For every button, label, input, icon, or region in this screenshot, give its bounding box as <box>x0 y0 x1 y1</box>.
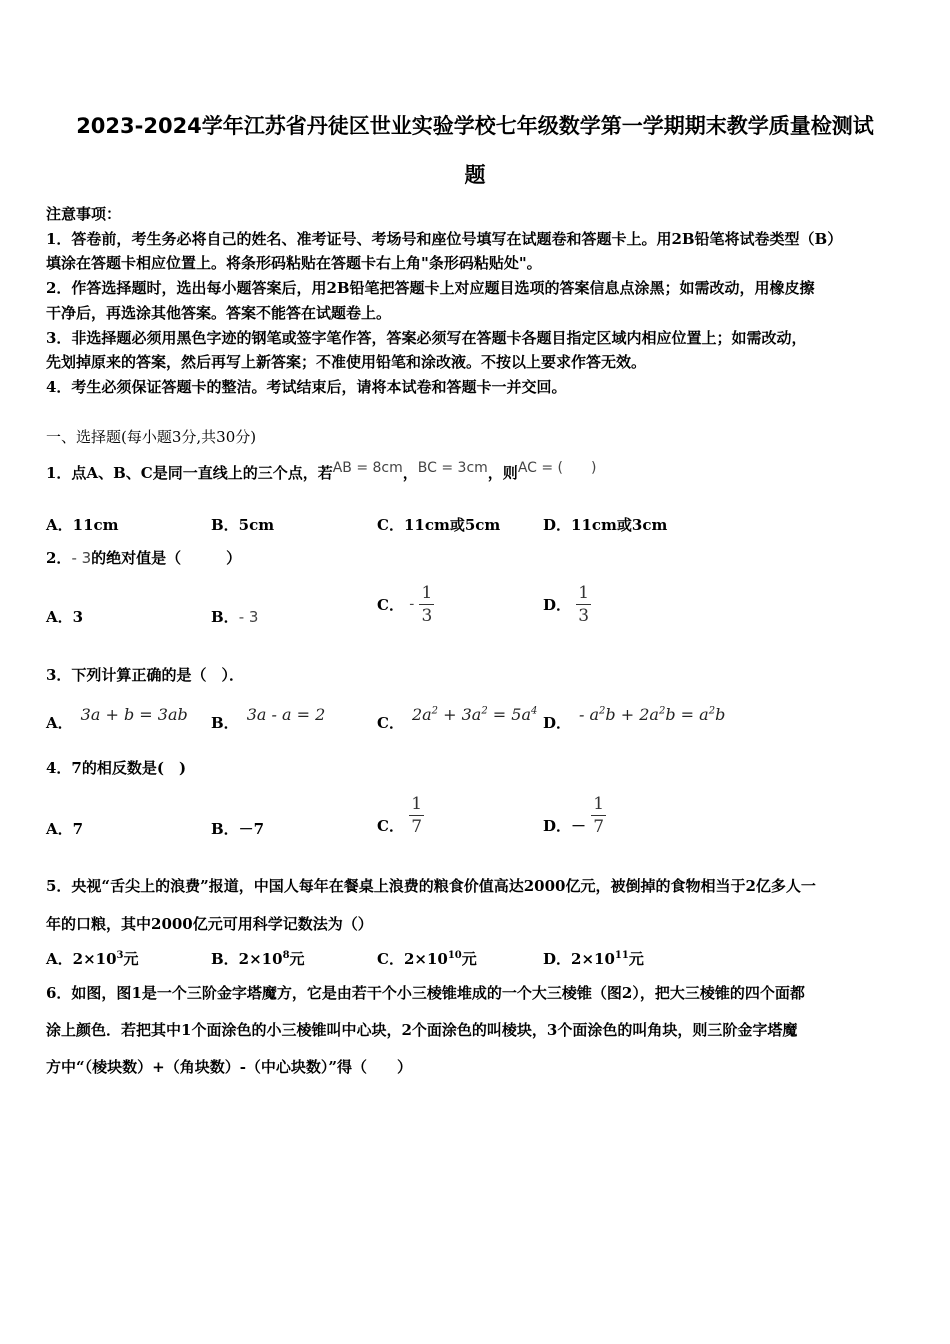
notice-line: 1．答卷前，考生务必将自己的姓名、准考证号、考场号和座位号填写在试题卷和答题卡上。用2B铅笔将试卷类型（B） <box>46 230 843 248</box>
q3-option-a[interactable] <box>46 704 188 732</box>
q4-d-num: 1 <box>593 794 605 814</box>
q2-sign-c: - <box>409 596 415 613</box>
q2-option-d[interactable] <box>543 582 591 627</box>
q4-option-d[interactable] <box>543 793 606 838</box>
q1-option-c[interactable]: C．11cm或5cm <box>377 516 501 534</box>
question-2 <box>46 547 906 569</box>
q3-c-part3: = 5a <box>487 705 532 724</box>
q4-option-c[interactable] <box>377 793 424 838</box>
q4-option-a[interactable]: A．7 <box>46 820 84 838</box>
q4-option-b[interactable]: B．－7 <box>211 820 265 838</box>
q2-d-num: 1 <box>578 583 590 603</box>
q3-d-exp1: 2 <box>599 705 606 717</box>
q5-d-exp: 11 <box>614 950 629 961</box>
q3-label-d: D． <box>543 714 572 732</box>
question-4: 4．7的相反数是( ) <box>46 759 187 777</box>
q5-option-c[interactable] <box>377 948 477 969</box>
notice-heading: 注意事项： <box>46 205 122 223</box>
notice-line: 填涂在答题卡相应位置上。将条形码粘贴在答题卡右上角"条形码粘贴处"。 <box>46 254 542 272</box>
question-5-line2: 年的口粮，其中2000亿元可用科学记数法为（） <box>46 915 373 933</box>
q5-b-unit: 元 <box>289 950 305 968</box>
q5-option-b[interactable] <box>211 948 305 969</box>
q3-d-part1: - a <box>579 705 600 724</box>
q3-d-part4: b <box>715 705 726 724</box>
exam-title-line2: 题 <box>464 163 486 187</box>
q3-option-d[interactable] <box>543 704 726 732</box>
q5-c-unit: 元 <box>461 950 477 968</box>
q1-option-b[interactable]: B．5cm <box>211 516 275 534</box>
q3-c-exp3: 4 <box>531 705 538 717</box>
q2-num: 2． <box>46 549 72 567</box>
q2-d-den: 3 <box>578 606 590 626</box>
q3-d-exp3: 2 <box>708 705 716 717</box>
q3-formula-d <box>579 705 725 724</box>
q5-c-exp: 10 <box>447 950 462 961</box>
q4-c-num: 1 <box>411 794 423 814</box>
q2-option-b[interactable] <box>211 606 258 627</box>
q4-label-c: C． <box>377 817 404 835</box>
question-5-line1: 5．央视“舌尖上的浪费”报道，中国人每年在餐桌上浪费的粮食价值高达2000亿元，被倒掉的食物相当于2亿多人一 <box>46 877 816 895</box>
q1-prefix: 1．点A、B、C是同一直线上的三个点，若 <box>46 464 333 482</box>
q5-option-d[interactable] <box>543 948 644 969</box>
q3-c-exp1: 2 <box>431 705 439 717</box>
q2-option-a[interactable] <box>46 606 83 627</box>
question-6-line2: 涂上颜色．若把其中1个面涂色的小三棱锥叫中心块，2个面涂色的叫棱块，3个面涂色的叫角块，则三阶金字塔魔 <box>46 1021 798 1039</box>
q3-c-part2: + 3a <box>438 705 482 724</box>
q3-formula-c <box>412 705 537 724</box>
q3-option-b[interactable] <box>211 704 326 732</box>
q1-bc-formula: BC = 3cm <box>417 460 488 476</box>
q2-option-c[interactable] <box>377 582 434 627</box>
q5-b-exp: 8 <box>282 950 290 961</box>
q3-c-part1: 2a <box>411 705 432 724</box>
q1-option-a[interactable]: A．11cm <box>46 516 119 534</box>
q2-label-b: B． <box>211 608 239 626</box>
q5-d-unit: 元 <box>628 950 644 968</box>
q1-ac-formula: AC = ( ) <box>517 460 597 476</box>
q5-d-base: D．2×10 <box>543 950 615 968</box>
q2-fraction-d <box>576 582 591 627</box>
q3-c-exp2: 2 <box>481 705 488 717</box>
notice-line: 先划掉原来的答案，然后再写上新答案；不准使用铅笔和涂改液。不按以上要求作答无效。 <box>46 353 647 371</box>
q2-fraction-c <box>419 582 434 627</box>
q4-c-den: 7 <box>411 817 423 837</box>
question-3: 3．下列计算正确的是（ ）． <box>46 666 244 684</box>
q5-a-exp: 3 <box>116 950 124 961</box>
q3-d-part3: b = a <box>665 705 709 724</box>
q2-neg: - 3 <box>71 549 92 567</box>
q2-value-a: 3 <box>72 608 84 626</box>
q2-c-den: 3 <box>421 606 433 626</box>
q1-option-d[interactable]: D．11cm或3cm <box>543 516 668 534</box>
q3-label-b: B． <box>211 714 239 732</box>
exam-title-line1: 2023-2024学年江苏省丹徒区世业实验学校七年级数学第一学期期末教学质量检测试 <box>76 114 874 138</box>
question-1 <box>46 462 906 485</box>
q2-label-d: D． <box>543 596 572 614</box>
q2-text: 的绝对值是（ ） <box>91 549 242 567</box>
q2-c-num: 1 <box>421 583 433 603</box>
q4-label-d: D．－ <box>543 817 587 835</box>
q1-mid: ，则 <box>487 464 518 482</box>
question-6-line3: 方中“（棱块数）+（角块数）-（中心块数）”得（ ） <box>46 1058 413 1076</box>
q5-a-unit: 元 <box>123 950 139 968</box>
q5-a-base: A．2×10 <box>46 950 117 968</box>
q3-d-part2: b + 2a <box>605 705 659 724</box>
q3-label-c: C． <box>377 714 404 732</box>
q2-label-a: A． <box>46 608 73 626</box>
q3-label-a: A． <box>46 714 73 732</box>
q3-formula-b: 3a - a = 2 <box>246 705 326 724</box>
q4-d-den: 7 <box>593 817 605 837</box>
notice-line: 4．考生必须保证答题卡的整洁。考试结束后，请将本试卷和答题卡一并交回。 <box>46 378 567 396</box>
q3-option-c[interactable] <box>377 704 538 732</box>
q1-sep: ， <box>402 464 418 482</box>
q4-fraction-c <box>409 793 424 838</box>
q5-b-base: B．2×10 <box>211 950 283 968</box>
q2-label-c: C． <box>377 596 404 614</box>
q4-fraction-d <box>591 793 606 838</box>
notice-line: 3．非选择题必须用黑色字迹的钢笔或签字笔作答，答案必须写在答题卡各题目指定区域内相应位置上；如需改动， <box>46 329 807 347</box>
question-6-line1: 6．如图，图1是一个三阶金字塔魔方，它是由若干个小三棱锥堆成的一个大三棱锥（图2），把大三棱锥的四个面都 <box>46 984 805 1002</box>
q3-formula-a: 3a + b = 3ab <box>80 705 188 724</box>
q3-d-exp2: 2 <box>658 705 666 717</box>
q2-value-b: - 3 <box>238 608 259 626</box>
section-heading <box>46 426 906 448</box>
q5-c-base: C．2×10 <box>377 950 448 968</box>
section-heading-text: 一、选择题(每小题3分,共30分) <box>46 428 257 446</box>
q5-option-a[interactable] <box>46 948 139 969</box>
notice-line: 2．作答选择题时，选出每小题答案后，用2B铅笔把答题卡上对应题目选项的答案信息点涂黑；如需改动，用橡皮擦 <box>46 279 815 297</box>
notice-line: 干净后，再选涂其他答案。答案不能答在试题卷上。 <box>46 304 392 322</box>
q1-ab-formula: AB = 8cm <box>332 460 403 476</box>
